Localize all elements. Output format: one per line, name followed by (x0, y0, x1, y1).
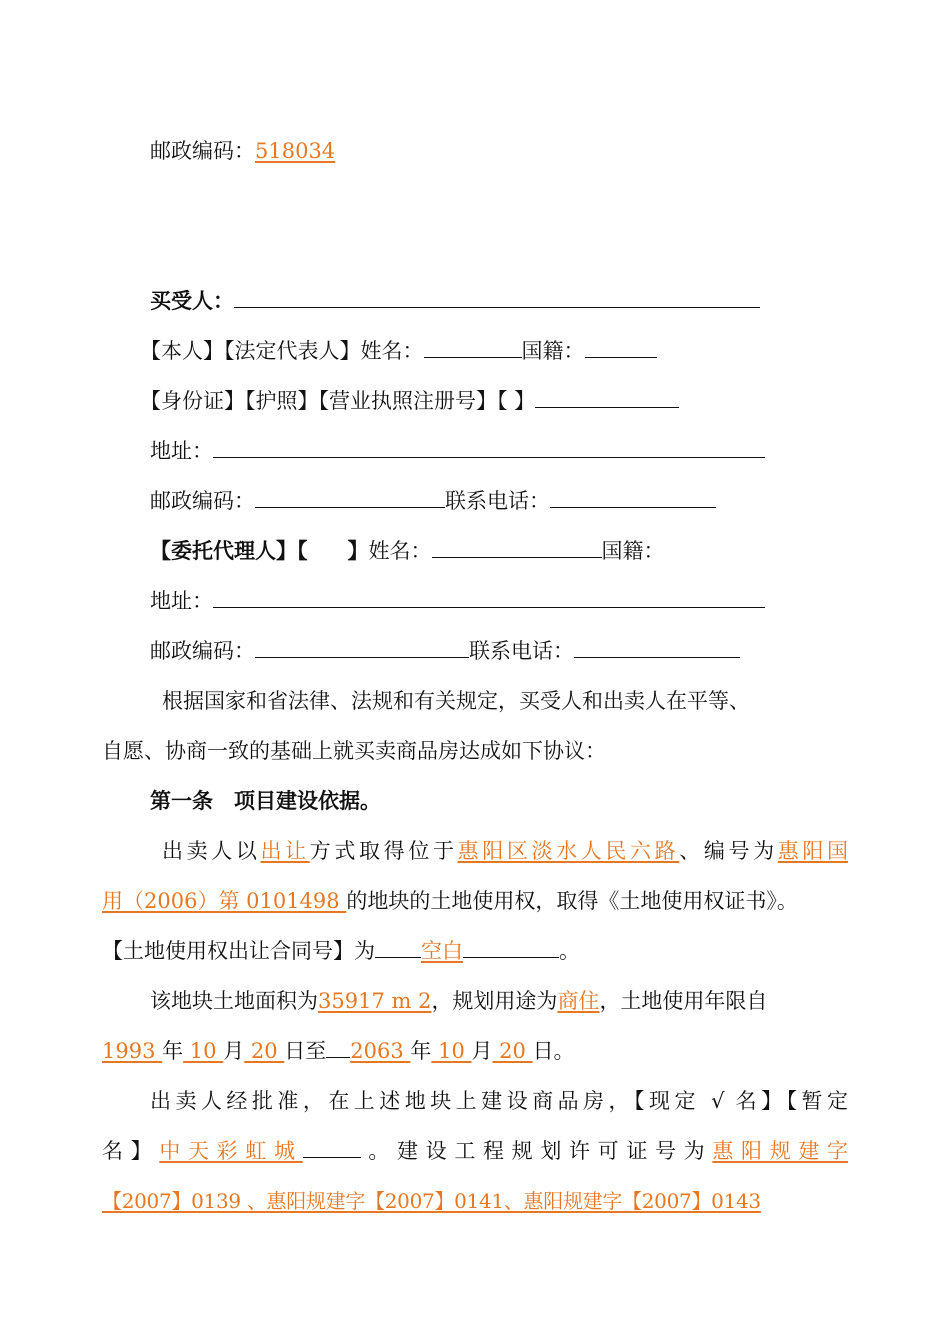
agent-address-line (150, 586, 848, 616)
buyer-contact-line (150, 486, 848, 516)
start-day: 20 (244, 1039, 285, 1063)
id-type-label: 【身份证】【护照】【营业执照注册号】【 】 (140, 389, 536, 413)
seller-postal-line (150, 136, 848, 166)
article-p3-line-2: 名】中天彩虹城 。建设工程规划许可证号为惠阳规建字 (102, 1139, 849, 1163)
start-month: 10 (183, 1039, 224, 1063)
land-location: 惠阳区淡水人民六路 (457, 839, 680, 863)
buyer-blank (234, 287, 760, 308)
land-use: 商住 (557, 989, 600, 1013)
preamble-line-2: 自愿、协商一致的基础上就买卖商品房达成如下协议： (102, 739, 606, 763)
preamble-line-1: 根据国家和省法律、法规和有关规定，买受人和出卖人在平等、 (162, 689, 750, 713)
agent-name-blank (432, 537, 602, 558)
planning-permit-numbers: 【2007】0139 、惠阳规建字【2007】0141、惠阳规建字【2007】0143 (102, 1189, 761, 1213)
address-label: 地址： (150, 439, 213, 463)
nationality-label: 国籍： (521, 339, 585, 363)
article-p3-line-1: 出卖人经批准，在上述地块上建设商品房，【现定 √ 名】【暂定 (150, 1089, 848, 1113)
transfer-contract-number: 空白 (421, 939, 463, 963)
article-title: 第一条 项目建设依据。 (150, 788, 381, 813)
postal-label: 邮政编码： (150, 639, 255, 663)
article-p1-line-3: 【土地使用权出让合同号】为 空白 。 (102, 939, 580, 963)
article-p3-line-3 (102, 1186, 848, 1216)
end-day: 20 (492, 1039, 533, 1063)
address-label: 地址： (150, 589, 213, 613)
agent-contact-line (150, 636, 848, 666)
postal-label: 邮政编码： (150, 139, 255, 163)
postal-label: 邮政编码： (150, 489, 255, 513)
phone-blank (574, 637, 740, 658)
land-certificate-number-cont: 用（2006）第 0101498 (102, 889, 347, 913)
article-p2-line-2: 1993 年 10 月 20 日至 2063 年 10 月 20 日。 (102, 1039, 575, 1063)
land-area: 35917 m 2 (318, 989, 432, 1013)
article-p1-line-2: 用（2006）第 0101498 的地块的土地使用权，取得《土地使用权证书》。 (102, 889, 798, 913)
id-blank (535, 387, 679, 408)
agent-name-label: 姓名： (368, 539, 432, 563)
land-certificate-number: 惠阳国 (777, 839, 849, 863)
address-blank (213, 587, 765, 608)
end-year: 2063 (350, 1039, 411, 1063)
postal-blank (255, 487, 445, 508)
address-blank (213, 437, 765, 458)
postal-blank (255, 637, 469, 658)
phone-blank (550, 487, 716, 508)
buyer-label: 买受人： (150, 288, 234, 313)
agent-label: 【委托代理人】【 (150, 538, 308, 563)
phone-label: 联系电话： (469, 639, 574, 663)
nationality-blank (585, 337, 657, 358)
name-blank (424, 337, 522, 358)
buyer-identity-line (140, 336, 848, 366)
planning-permit: 惠阳规建字 (712, 1139, 849, 1163)
acquire-method: 出让 (260, 839, 310, 863)
buyer-address-line (150, 436, 848, 466)
agent-nationality-label: 国籍： (601, 539, 665, 563)
agent-line (150, 536, 848, 566)
article-p2-line-1: 该地块土地面积为35917 m 2，规划用途为商住，土地使用年限自 (150, 989, 768, 1013)
article-p1-line-1: 出卖人以出让方式取得位于惠阳区淡水人民六路、编号为惠阳国 (162, 839, 849, 863)
project-name: 中天彩虹城 (159, 1139, 303, 1163)
end-month: 10 (431, 1039, 472, 1063)
identity-label: 【本人】【法定代表人】姓名： (140, 339, 424, 363)
buyer-id-line (140, 386, 848, 416)
phone-label: 联系电话： (445, 489, 550, 513)
agent-bracket: 】 (347, 538, 369, 563)
start-year: 1993 (102, 1039, 163, 1063)
postal-value: 518034 (255, 139, 336, 163)
buyer-line (150, 286, 848, 316)
